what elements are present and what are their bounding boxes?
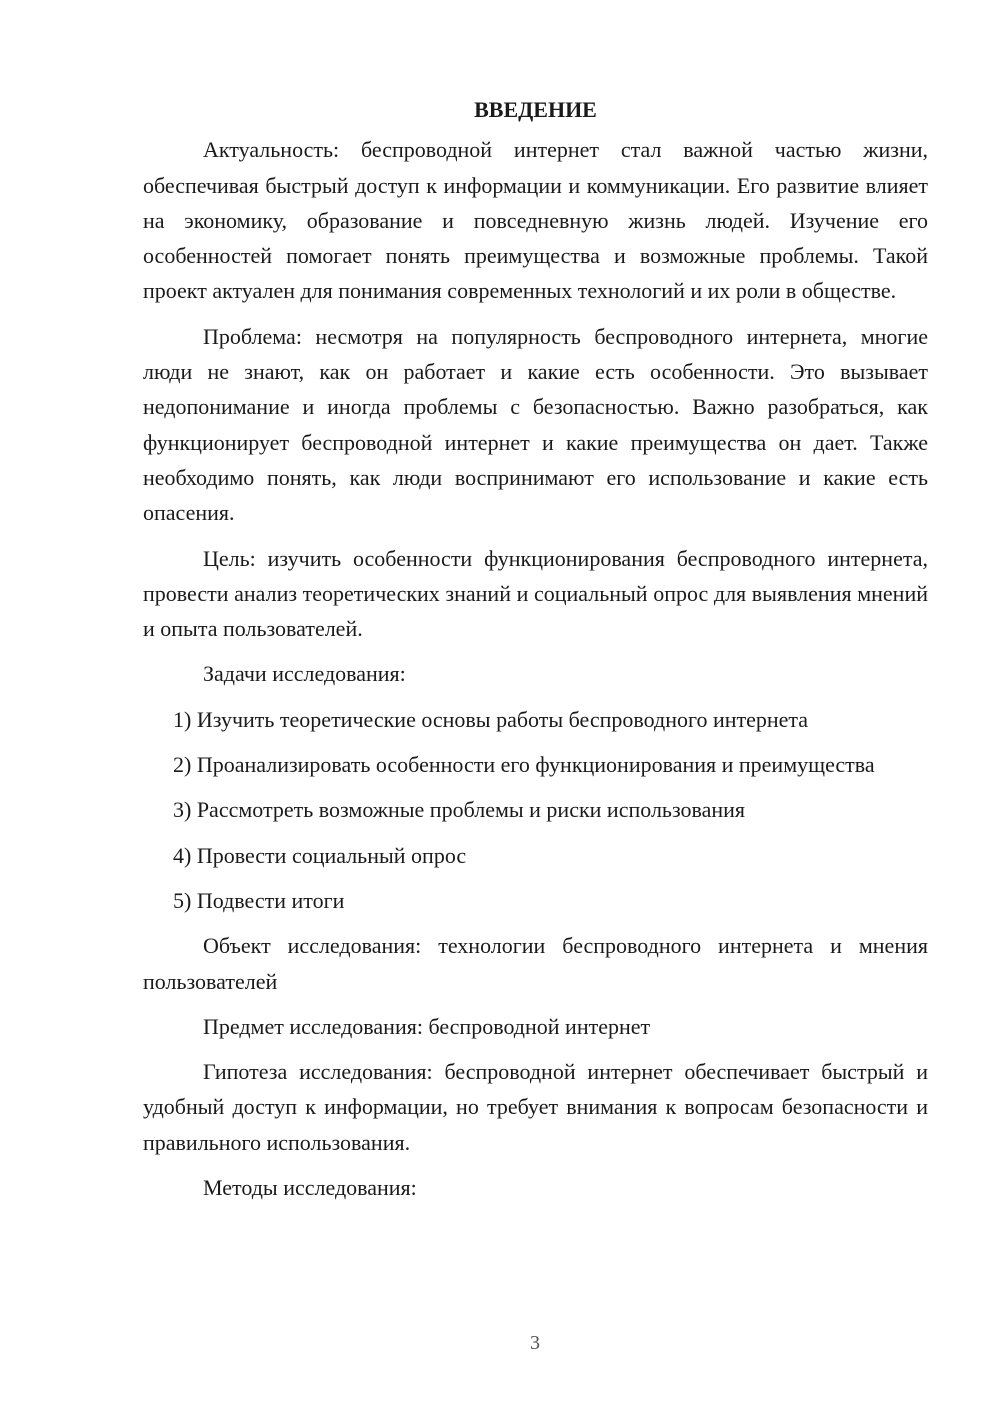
problem-paragraph: Проблема: несмотря на популярность беспроводного интернета, многие люди не знают, как он работает и какие есть особенности. Это вызывает недопонимание и иногда проблемы с безопасностью. Важно разобраться, как функционирует беспроводной интернет и какие преимущества он дает. Также необходимо понять, как люди воспринимают его использование и какие есть опасения. — [143, 323, 928, 526]
hypothesis-paragraph: Гипотеза исследования: беспроводной интернет обеспечивает быстрый и удобный доступ к информации, но требует внимания к вопросам безопасности и правильного использования. — [143, 1059, 928, 1155]
task-item-3: 3) Рассмотреть возможные проблемы и риски использования — [173, 797, 746, 823]
task-item-1: 1) Изучить теоретические основы работы беспроводного интернета — [173, 706, 809, 732]
document-page — [143, 92, 928, 1215]
task-item-4: 4) Провести социальный опрос — [173, 842, 467, 868]
section-title: ВВЕДЕНИЕ — [474, 97, 597, 122]
tasks-heading: Задачи исследования: — [203, 661, 406, 687]
relevance-paragraph: Актуальность: беспроводной интернет стал важной частью жизни, обеспечивая быстрый доступ к информации и коммуникации. Его развитие влияет на экономику, образование и повседневную жизнь людей. Изучение его особенностей помогает понять преимущества и возможные проблемы. Такой проект актуален для понимания современных технологий и их роли в обществе. — [143, 137, 928, 304]
object-paragraph: Объект исследования: технологии беспроводного интернета и мнения пользователей — [143, 933, 928, 994]
task-item-5: 5) Подвести итоги — [173, 887, 345, 913]
page-number: 3 — [530, 1332, 540, 1354]
methods-paragraph: Методы исследования: — [203, 1175, 417, 1201]
task-item-2: 2) Проанализировать особенности его функционирования и преимущества — [173, 752, 875, 778]
subject-paragraph: Предмет исследования: беспроводной интернет — [203, 1013, 651, 1039]
goal-paragraph: Цель: изучить особенности функционирования беспроводного интернета, провести анализ теоретических знаний и социальный опрос для выявления мнений и опыта пользователей. — [143, 545, 928, 642]
